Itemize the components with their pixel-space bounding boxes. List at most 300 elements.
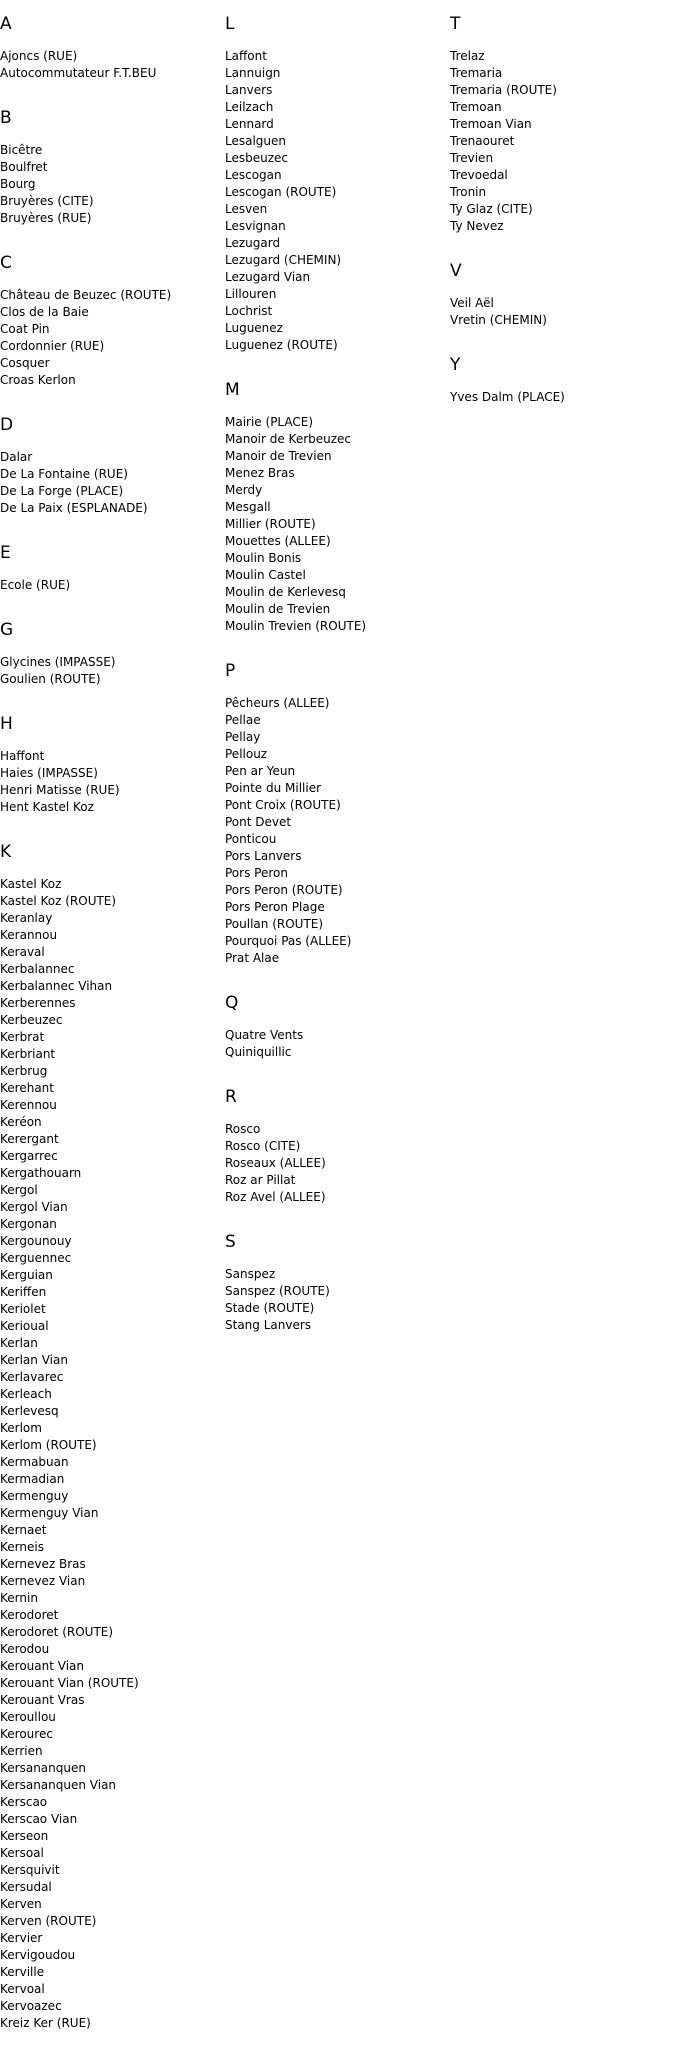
street-link[interactable]: Sanspez (ROUTE) bbox=[225, 1284, 330, 1298]
list-item bbox=[0, 1080, 225, 1097]
street-link[interactable]: Kastel Koz bbox=[0, 877, 62, 891]
street-link[interactable]: Lezugard Vian bbox=[225, 270, 311, 284]
street-link[interactable]: Haies (IMPASSE) bbox=[0, 766, 98, 780]
street-link[interactable]: Croas Kerlon bbox=[0, 373, 76, 387]
list-item bbox=[225, 899, 450, 916]
list-item bbox=[0, 1437, 225, 1454]
street-link[interactable]: Moulin Bonis bbox=[225, 551, 302, 565]
street-link[interactable]: Kersudal bbox=[0, 1880, 52, 1894]
street-link[interactable]: Tremaria (ROUTE) bbox=[450, 83, 557, 97]
list-item bbox=[0, 944, 225, 961]
section-b bbox=[0, 108, 225, 227]
list-item bbox=[225, 882, 450, 899]
section-d bbox=[0, 415, 225, 517]
street-link[interactable]: Glycines (IMPASSE) bbox=[0, 655, 116, 669]
street-link[interactable]: Quiniquillic bbox=[225, 1045, 292, 1059]
street-link[interactable]: Kermabuan bbox=[0, 1455, 69, 1469]
street-link[interactable]: Trevien bbox=[450, 151, 494, 165]
section-letter-heading: Y bbox=[450, 355, 461, 375]
street-link[interactable]: Mairie (PLACE) bbox=[225, 415, 314, 429]
street-link[interactable]: Quatre Vents bbox=[225, 1028, 304, 1042]
list-item bbox=[225, 516, 450, 533]
list-item bbox=[225, 916, 450, 933]
list-item bbox=[225, 150, 450, 167]
street-link[interactable]: Kerannou bbox=[0, 928, 58, 942]
street-link[interactable]: Pellae bbox=[225, 713, 261, 727]
street-link[interactable]: Keranlay bbox=[0, 911, 53, 925]
street-link[interactable]: Bruyères (CITE) bbox=[0, 194, 94, 208]
street-link[interactable]: Luguenez (ROUTE) bbox=[225, 338, 338, 352]
street-link[interactable]: Bicêtre bbox=[0, 143, 43, 157]
list-item bbox=[0, 1522, 225, 1539]
list-item bbox=[0, 1114, 225, 1131]
list-item bbox=[0, 1641, 225, 1658]
list-item bbox=[225, 269, 450, 286]
street-link[interactable]: Pellouz bbox=[225, 747, 268, 761]
section-p bbox=[225, 661, 450, 967]
list-item bbox=[225, 184, 450, 201]
list-item bbox=[225, 1044, 450, 1061]
street-list bbox=[225, 48, 450, 354]
street-link[interactable]: Kerbalannec Vihan bbox=[0, 979, 113, 993]
street-link[interactable]: Kergol Vian bbox=[0, 1200, 68, 1214]
section-letter-heading: M bbox=[225, 380, 240, 400]
list-item bbox=[225, 780, 450, 797]
list-item bbox=[0, 1556, 225, 1573]
street-link[interactable]: Leilzach bbox=[225, 100, 274, 114]
street-link[interactable]: Kersoal bbox=[0, 1846, 44, 1860]
street-link[interactable]: Kerneis bbox=[0, 1540, 44, 1554]
list-item bbox=[225, 1121, 450, 1138]
list-item bbox=[225, 814, 450, 831]
street-link[interactable]: Vretin (CHEMIN) bbox=[450, 313, 547, 327]
street-link[interactable]: Mouettes (ALLEE) bbox=[225, 534, 331, 548]
street-link[interactable]: Bourg bbox=[0, 177, 36, 191]
list-item bbox=[225, 167, 450, 184]
street-link[interactable]: Stang Lanvers bbox=[225, 1318, 312, 1332]
list-item bbox=[0, 1335, 225, 1352]
list-item bbox=[225, 48, 450, 65]
list-item bbox=[225, 1027, 450, 1044]
section-q bbox=[225, 993, 450, 1061]
list-item bbox=[225, 218, 450, 235]
street-link[interactable]: Stade (ROUTE) bbox=[225, 1301, 315, 1315]
street-link[interactable]: Pors Peron Plage bbox=[225, 900, 325, 914]
list-item bbox=[0, 1029, 225, 1046]
street-link[interactable]: Kergol bbox=[0, 1183, 38, 1197]
street-link[interactable]: De La Forge (PLACE) bbox=[0, 484, 124, 498]
street-link[interactable]: Kastel Koz (ROUTE) bbox=[0, 894, 117, 908]
street-link[interactable]: Keriolet bbox=[0, 1302, 46, 1316]
street-link[interactable]: Lanvers bbox=[225, 83, 273, 97]
street-list bbox=[0, 142, 225, 227]
street-link[interactable]: Veil Aël bbox=[450, 296, 494, 310]
street-link[interactable]: Kergonan bbox=[0, 1217, 57, 1231]
street-link[interactable]: Moulin Trevien (ROUTE) bbox=[225, 619, 367, 633]
street-link[interactable]: Kerennou bbox=[0, 1098, 57, 1112]
street-link[interactable]: Luguenez bbox=[225, 321, 283, 335]
street-link[interactable]: Pors Lanvers bbox=[225, 849, 302, 863]
street-link[interactable]: Goulien (ROUTE) bbox=[0, 672, 101, 686]
street-link[interactable]: Cordonnier (RUE) bbox=[0, 339, 105, 353]
street-link[interactable]: Boulfret bbox=[0, 160, 48, 174]
list-item bbox=[225, 133, 450, 150]
street-link[interactable]: Keriffen bbox=[0, 1285, 47, 1299]
street-link[interactable]: Lillouren bbox=[225, 287, 277, 301]
street-link[interactable]: Hent Kastel Koz bbox=[0, 800, 94, 814]
list-item bbox=[225, 1283, 450, 1300]
list-item bbox=[225, 1266, 450, 1283]
list-item bbox=[0, 1403, 225, 1420]
street-link[interactable]: Kernevez Bras bbox=[0, 1557, 86, 1571]
list-item bbox=[0, 1386, 225, 1403]
street-link[interactable]: Lescogan (ROUTE) bbox=[225, 185, 337, 199]
street-link[interactable]: De La Paix (ESPLANADE) bbox=[0, 501, 148, 515]
list-item bbox=[450, 65, 675, 82]
street-link[interactable]: Kerourec bbox=[0, 1727, 53, 1741]
street-link[interactable]: Kermenguy bbox=[0, 1489, 69, 1503]
street-link[interactable]: Autocommutateur F.T.BEU bbox=[0, 66, 157, 80]
street-link[interactable]: Kersananquen bbox=[0, 1761, 86, 1775]
list-item bbox=[0, 1488, 225, 1505]
street-link[interactable]: Merdy bbox=[225, 483, 263, 497]
street-link[interactable]: Tremoan bbox=[450, 100, 502, 114]
street-list bbox=[0, 449, 225, 517]
section-h bbox=[0, 714, 225, 816]
street-link[interactable]: Kerergant bbox=[0, 1132, 59, 1146]
street-link[interactable]: Pors Peron bbox=[225, 866, 288, 880]
list-item bbox=[0, 910, 225, 927]
section-letter-heading: H bbox=[0, 714, 13, 734]
list-item bbox=[450, 184, 675, 201]
list-item bbox=[0, 1505, 225, 1522]
street-link[interactable]: Mesgall bbox=[225, 500, 271, 514]
street-link[interactable]: Kervoazec bbox=[0, 1999, 62, 2013]
list-item bbox=[225, 695, 450, 712]
street-link[interactable]: Kerguennec bbox=[0, 1251, 72, 1265]
street-link[interactable]: Kerleach bbox=[0, 1387, 52, 1401]
street-link[interactable]: Kerguian bbox=[0, 1268, 53, 1282]
list-item bbox=[450, 150, 675, 167]
section-letter-heading: G bbox=[0, 620, 14, 640]
street-link[interactable]: Tremaria bbox=[450, 66, 503, 80]
street-link[interactable]: Kerbrat bbox=[0, 1030, 45, 1044]
list-item bbox=[0, 1454, 225, 1471]
list-item bbox=[225, 303, 450, 320]
list-item bbox=[225, 601, 450, 618]
street-link[interactable]: Kernevez Vian bbox=[0, 1574, 86, 1588]
street-link[interactable]: Trenaouret bbox=[450, 134, 515, 148]
list-item bbox=[0, 1301, 225, 1318]
list-item bbox=[225, 65, 450, 82]
list-item bbox=[225, 235, 450, 252]
street-link[interactable]: Kerlavarec bbox=[0, 1370, 64, 1384]
street-link[interactable]: Kerville bbox=[0, 1965, 45, 1979]
column-3 bbox=[450, 0, 675, 432]
street-link[interactable]: Kerbrug bbox=[0, 1064, 48, 1078]
list-item bbox=[225, 252, 450, 269]
street-link[interactable]: Laffont bbox=[225, 49, 267, 63]
street-link[interactable]: Sanspez bbox=[225, 1267, 276, 1281]
street-link[interactable]: Pont Croix (ROUTE) bbox=[225, 798, 341, 812]
street-link[interactable]: Keraval bbox=[0, 945, 45, 959]
street-link[interactable]: Tronin bbox=[450, 185, 487, 199]
street-link[interactable]: Moulin de Trevien bbox=[225, 602, 331, 616]
list-item bbox=[450, 133, 675, 150]
list-item bbox=[225, 82, 450, 99]
list-item bbox=[0, 1828, 225, 1845]
list-item bbox=[225, 1155, 450, 1172]
street-link[interactable]: Ecole (RUE) bbox=[0, 578, 71, 592]
street-list bbox=[0, 48, 225, 82]
street-link[interactable]: Kervier bbox=[0, 1931, 43, 1945]
street-link[interactable]: Kerodou bbox=[0, 1642, 50, 1656]
list-item bbox=[225, 848, 450, 865]
street-link[interactable]: Kerbriant bbox=[0, 1047, 56, 1061]
street-link[interactable]: Kerscao Vian bbox=[0, 1812, 78, 1826]
street-link[interactable]: Manoir de Trevien bbox=[225, 449, 332, 463]
street-link[interactable]: Rosco (CITE) bbox=[225, 1139, 301, 1153]
street-link[interactable]: Ty Glaz (CITE) bbox=[450, 202, 533, 216]
section-letter-heading: Q bbox=[225, 993, 239, 1013]
list-item bbox=[0, 372, 225, 389]
street-link[interactable]: Manoir de Kerbeuzec bbox=[225, 432, 352, 446]
list-item bbox=[0, 1624, 225, 1641]
list-item bbox=[225, 618, 450, 635]
street-link[interactable]: Ty Nevez bbox=[450, 219, 504, 233]
list-item bbox=[225, 865, 450, 882]
list-item bbox=[0, 995, 225, 1012]
street-link[interactable]: Lannuign bbox=[225, 66, 281, 80]
street-link[interactable]: Cosquer bbox=[0, 356, 50, 370]
street-link[interactable]: Kerlan Vian bbox=[0, 1353, 68, 1367]
street-link[interactable]: Kerouant Vian (ROUTE) bbox=[0, 1676, 139, 1690]
street-link[interactable]: Roseaux (ALLEE) bbox=[225, 1156, 326, 1170]
street-link[interactable]: Kermenguy Vian bbox=[0, 1506, 99, 1520]
list-item bbox=[0, 1947, 225, 1964]
list-item bbox=[0, 1981, 225, 1998]
street-link[interactable]: De La Fontaine (RUE) bbox=[0, 467, 128, 481]
street-link[interactable]: Kreiz Ker (RUE) bbox=[0, 2016, 91, 2030]
street-link[interactable]: Kermadian bbox=[0, 1472, 65, 1486]
section-v bbox=[450, 261, 675, 329]
street-link[interactable]: Pointe du Millier bbox=[225, 781, 322, 795]
street-link[interactable]: Prat Alae bbox=[225, 951, 280, 965]
street-link[interactable]: Kerehant bbox=[0, 1081, 54, 1095]
street-link[interactable]: Kerlevesq bbox=[0, 1404, 59, 1418]
list-item bbox=[0, 1675, 225, 1692]
section-letter-heading: C bbox=[0, 253, 12, 273]
street-link[interactable]: Yves Dalm (PLACE) bbox=[450, 390, 565, 404]
list-item bbox=[0, 577, 225, 594]
list-item bbox=[0, 1760, 225, 1777]
street-link[interactable]: Kernin bbox=[0, 1591, 38, 1605]
street-link[interactable]: Kerseon bbox=[0, 1829, 49, 1843]
street-link[interactable]: Kerven bbox=[0, 1897, 42, 1911]
street-link[interactable]: Kerberennes bbox=[0, 996, 76, 1010]
list-item bbox=[225, 1189, 450, 1206]
street-link[interactable]: Lesbeuzec bbox=[225, 151, 288, 165]
list-item bbox=[0, 1777, 225, 1794]
street-link[interactable]: Trevoedal bbox=[450, 168, 508, 182]
street-link[interactable]: Lezugard (CHEMIN) bbox=[225, 253, 342, 267]
list-item bbox=[225, 584, 450, 601]
street-link[interactable]: Rosco bbox=[225, 1122, 261, 1136]
street-link[interactable]: Trelaz bbox=[450, 49, 485, 63]
list-item bbox=[0, 1896, 225, 1913]
list-item bbox=[450, 99, 675, 116]
list-item bbox=[0, 1267, 225, 1284]
street-link[interactable]: Lennard bbox=[225, 117, 274, 131]
list-item bbox=[0, 210, 225, 227]
list-item bbox=[0, 1233, 225, 1250]
street-link[interactable]: Kerbeuzec bbox=[0, 1013, 63, 1027]
list-item bbox=[0, 65, 225, 82]
street-link[interactable]: Henri Matisse (RUE) bbox=[0, 783, 120, 797]
section-letter-heading: K bbox=[0, 842, 12, 862]
street-link[interactable]: Kervigoudou bbox=[0, 1948, 76, 1962]
list-item bbox=[225, 465, 450, 482]
street-link[interactable]: Kergounouy bbox=[0, 1234, 72, 1248]
list-item bbox=[0, 782, 225, 799]
street-link[interactable]: Pen ar Yeun bbox=[225, 764, 296, 778]
street-link[interactable]: Pellay bbox=[225, 730, 261, 744]
list-item bbox=[450, 295, 675, 312]
list-item bbox=[225, 1172, 450, 1189]
list-item bbox=[225, 286, 450, 303]
street-link[interactable]: Kerioual bbox=[0, 1319, 49, 1333]
list-item bbox=[225, 567, 450, 584]
street-link[interactable]: Roz ar Pillat bbox=[225, 1173, 296, 1187]
street-link[interactable]: Moulin de Kerlevesq bbox=[225, 585, 346, 599]
street-link[interactable]: Kerodoret bbox=[0, 1608, 59, 1622]
list-item bbox=[0, 1216, 225, 1233]
street-link[interactable]: Ponticou bbox=[225, 832, 277, 846]
list-item bbox=[0, 1998, 225, 2015]
list-item bbox=[0, 1352, 225, 1369]
street-link[interactable]: Kerven (ROUTE) bbox=[0, 1914, 97, 1928]
list-item bbox=[0, 978, 225, 995]
street-link[interactable]: Kersquivit bbox=[0, 1863, 60, 1877]
list-item bbox=[0, 1573, 225, 1590]
street-link[interactable]: Poullan (ROUTE) bbox=[225, 917, 324, 931]
street-link[interactable]: Pont Devet bbox=[225, 815, 292, 829]
section-g bbox=[0, 620, 225, 688]
street-link[interactable]: Kerlom (ROUTE) bbox=[0, 1438, 97, 1452]
street-list bbox=[0, 654, 225, 688]
list-item bbox=[450, 48, 675, 65]
list-item bbox=[225, 729, 450, 746]
list-item bbox=[0, 193, 225, 210]
street-link[interactable]: Kerouant Vras bbox=[0, 1693, 85, 1707]
street-link[interactable]: Château de Beuzec (ROUTE) bbox=[0, 288, 172, 302]
street-link[interactable]: Lesven bbox=[225, 202, 268, 216]
street-link[interactable]: Kerrien bbox=[0, 1744, 43, 1758]
street-link[interactable]: Coat Pin bbox=[0, 322, 50, 336]
street-link[interactable]: Kersananquen Vian bbox=[0, 1778, 117, 1792]
street-link[interactable]: Kervoal bbox=[0, 1982, 45, 1996]
list-item bbox=[0, 287, 225, 304]
street-link[interactable]: Moulin Castel bbox=[225, 568, 306, 582]
list-item bbox=[0, 1879, 225, 1896]
section-letter-heading: S bbox=[225, 1232, 236, 1252]
list-item bbox=[225, 533, 450, 550]
street-link[interactable]: Kergarrec bbox=[0, 1149, 58, 1163]
list-item bbox=[0, 1046, 225, 1063]
list-item bbox=[0, 1471, 225, 1488]
section-letter-heading: D bbox=[0, 415, 14, 435]
list-item bbox=[225, 933, 450, 950]
list-item bbox=[0, 893, 225, 910]
list-item bbox=[0, 1199, 225, 1216]
street-link[interactable]: Kerouant Vian bbox=[0, 1659, 84, 1673]
list-item bbox=[0, 142, 225, 159]
street-link[interactable]: Keréon bbox=[0, 1115, 42, 1129]
street-link[interactable]: Haffont bbox=[0, 749, 45, 763]
street-link[interactable]: Roz Avel (ALLEE) bbox=[225, 1190, 326, 1204]
list-item bbox=[0, 321, 225, 338]
section-letter-heading: L bbox=[225, 14, 235, 34]
list-item bbox=[450, 389, 675, 406]
street-link[interactable]: Clos de la Baie bbox=[0, 305, 89, 319]
street-link[interactable]: Lescogan bbox=[225, 168, 282, 182]
street-link[interactable]: Dalar bbox=[0, 450, 33, 464]
list-item bbox=[225, 712, 450, 729]
street-link[interactable]: Millier (ROUTE) bbox=[225, 517, 316, 531]
street-link[interactable]: Kerlom bbox=[0, 1421, 42, 1435]
list-item bbox=[0, 338, 225, 355]
section-letter-heading: B bbox=[0, 108, 12, 128]
street-link[interactable]: Pêcheurs (ALLEE) bbox=[225, 696, 330, 710]
street-link[interactable]: Bruyères (RUE) bbox=[0, 211, 92, 225]
street-link[interactable]: Kerbalannec bbox=[0, 962, 75, 976]
section-l bbox=[225, 14, 450, 354]
street-list bbox=[450, 389, 675, 406]
street-link[interactable]: Lesvignan bbox=[225, 219, 286, 233]
list-item bbox=[0, 1284, 225, 1301]
street-link[interactable]: Kergathouarn bbox=[0, 1166, 82, 1180]
street-link[interactable]: Lochrist bbox=[225, 304, 273, 318]
street-link[interactable]: Lezugard bbox=[225, 236, 281, 250]
street-link[interactable]: Menez Bras bbox=[225, 466, 295, 480]
list-item bbox=[0, 1420, 225, 1437]
street-link[interactable]: Ajoncs (RUE) bbox=[0, 49, 78, 63]
list-item bbox=[450, 201, 675, 218]
list-item bbox=[0, 1148, 225, 1165]
street-list bbox=[225, 1027, 450, 1061]
street-link[interactable]: Kernaet bbox=[0, 1523, 47, 1537]
street-link[interactable]: Tremoan Vian bbox=[450, 117, 532, 131]
street-link[interactable]: Keroullou bbox=[0, 1710, 56, 1724]
street-list bbox=[450, 295, 675, 329]
list-item bbox=[450, 116, 675, 133]
section-letter-heading: E bbox=[0, 543, 11, 563]
section-letter-heading: R bbox=[225, 1087, 237, 1107]
section-k bbox=[0, 842, 225, 2032]
section-y bbox=[450, 355, 675, 406]
street-link[interactable]: Lesalguen bbox=[225, 134, 287, 148]
list-item bbox=[0, 1709, 225, 1726]
street-link[interactable]: Pourquoi Pas (ALLEE) bbox=[225, 934, 352, 948]
street-link[interactable]: Kerlan bbox=[0, 1336, 38, 1350]
street-link[interactable]: Kerodoret (ROUTE) bbox=[0, 1625, 114, 1639]
list-item bbox=[0, 748, 225, 765]
list-item bbox=[225, 1317, 450, 1334]
list-item bbox=[0, 1794, 225, 1811]
street-link[interactable]: Pors Peron (ROUTE) bbox=[225, 883, 343, 897]
list-item bbox=[0, 671, 225, 688]
street-link[interactable]: Kerscao bbox=[0, 1795, 48, 1809]
